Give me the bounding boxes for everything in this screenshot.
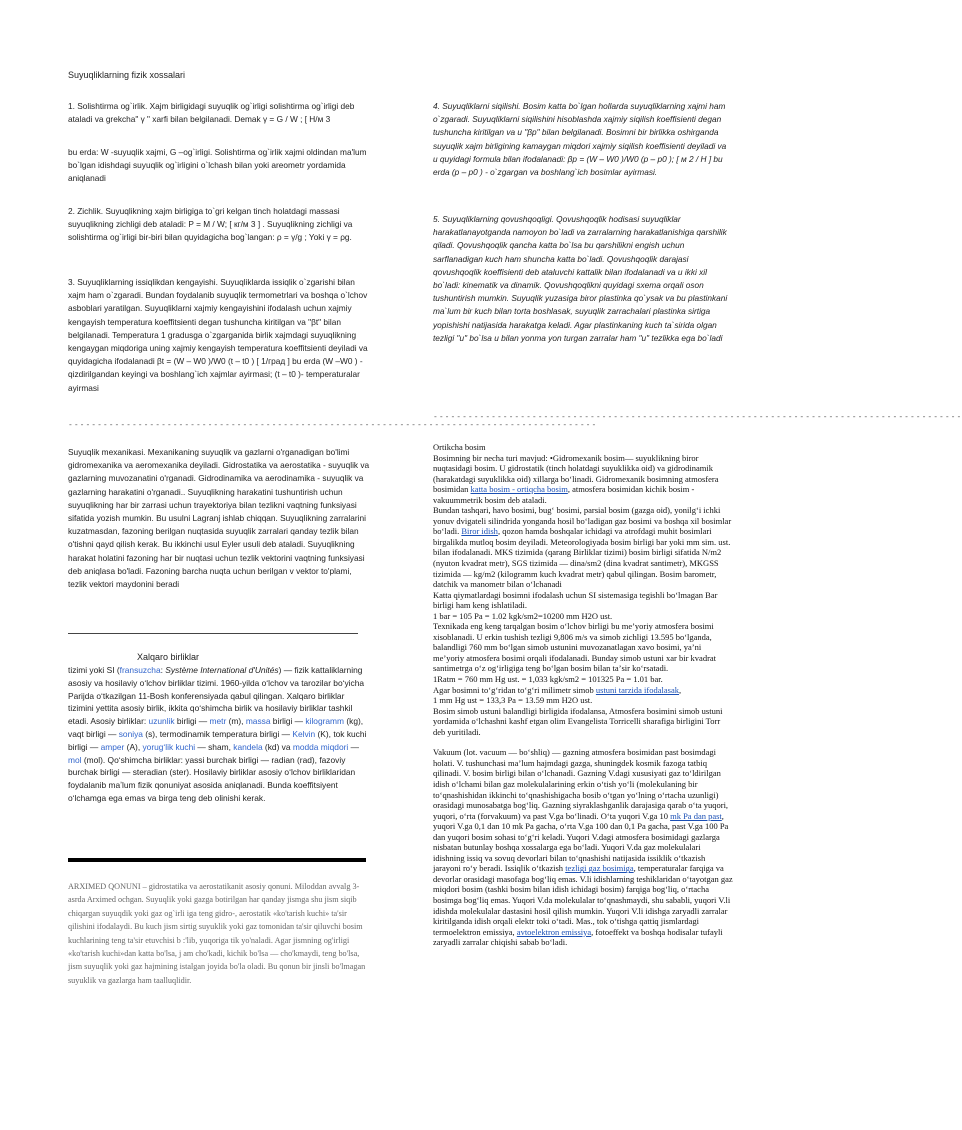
mmhg-formula: 1 mm Hg ust = 133,3 Pa = 13.59 mm H2O ust. xyxy=(433,695,593,706)
vacuum-text: , temperaturalar farqiga va devorlar orasidagi masofaga bogʻliq emas. V.li idishlarning teshiklaridan oʻtayotgan gaz miqdori bosim (tashki bosim bilan idish ichidagi bosim) farqiga bogʻliq, oʻrtacha bosimga bogʻliq emas. Yuqori V.da molekulalar toʻqnashmaydi, shu sababli, yuqori V.li idishda molekulalar dastasini hosil qilish mumkin. Yuqori V.li idishga zaryadli zarralar kiritilganda idish orqali elektr toki oʻtadi. Mas., tok oʻtishga qattiq jismlardagi termoelektron emissiya, xyxy=(433,863,733,937)
vacuum-text: , fotoeffekt va boshqa hodisalar tufayli zaryadli zarralar chiqishi sabab boʻladi. xyxy=(433,926,723,948)
paragraph-specific-weight-note: bu erda: W -suyuqlik xajmi, G –og`irligi. Solishtirma og`irlik xajmi oldindan ma'lum bo`lgan idishdagi suyuqlik og`irligini o`lchash bilan yoki areometr yordamida aniqlanadi xyxy=(68,147,367,184)
si-text: (s), termodinamik temperatura birligi — xyxy=(142,728,293,739)
link-metr[interactable]: metr xyxy=(209,716,227,727)
left-separator-dashes: ------------------------------------------------------------------------------------------- xyxy=(68,420,598,429)
link-kandela[interactable]: kandela xyxy=(233,741,263,752)
paragraph-viscosity: 5. Suyuqliklarning qovushqoqligi. Qovushqoqlik hodisasi suyuqliklar harakatlanayotganda namoyon bo`ladi va zarralarning harakatlanishiga qarshilik qiladi. Qovushqoqlik qancha katta bo`lsa bu qarshilikni engish uchun sarflanadigan kuch ham shuncha katta bo`ladi. Qovushqoqlik darajasi qovushqoqlik koeffisienti deb ataluvchi kattalik bilan ifodalanadi va u ikki xil bo`ladi: kinematik va dinamik. Qovushqoqlikni quyidagi sxema orqali oson tushuntirish mumkin. Suyuqlik yuzasiga biror plastinka qo`ysak va bu plastinkani ma`lum bir kuch bilan torta boshlasak, suyuqlik zarrachalari plastinka sirtiga yopishishi natijasida harakatga keladi. Agar plastinkaning kuch ta`sirida olgan tezligi "u" bo`lsa u bilan yonma yon turgan zarralar ham "u" tezlikka ega bo`ladi xyxy=(433,214,728,343)
right-separator-dashes: ------------------------------------------------------------------------------------------- xyxy=(433,412,962,421)
si-text: — sham, xyxy=(195,741,234,752)
si-text: ) — fizik kattaliklarning asosiy va hosilaviy oʻlchov birliklar tizimi. 1960-yilda oʻlchov va tarozilar boʻyicha Parijda oʻtkazilgan 11-Bosh konferensiyada qabul qilingan. Xalqaro birliklar tizimini yettita asosiy birlik, ikkita qoʻshimcha birlik va hosilaviy birliklar tashkil etadi. Asosiy birliklar: xyxy=(68,665,365,727)
left-column-expansion xyxy=(68,276,368,395)
si-text: (A), xyxy=(124,741,143,752)
link-modda-miqdori[interactable]: modda miqdori xyxy=(292,741,349,752)
link-mk-pa[interactable]: mk Pa dan past xyxy=(670,810,722,821)
bar-unit-paragraph: Katta qiymatlardagi bosimni ifodalash uchun SI sistemasiga tegishli boʻlmagan Bar birligi ham keng ishlatiladi. xyxy=(433,589,718,611)
link-uzunlik[interactable]: uzunlik xyxy=(148,716,175,727)
pressure-text: Bundan tashqari, havo bosimi, bugʻ bosimi, parsial bosim (gazga oid), yonilgʻi ichki yonuv dvigateli silindrida yonganda hosil boʻladigan gaz bosimi va boshqa xil bosimlar boʻladi. xyxy=(433,505,732,537)
si-text: birligi — xyxy=(174,716,210,727)
pressure-types-paragraph xyxy=(433,453,733,506)
si-units-paragraph xyxy=(68,664,370,805)
si-units-heading: Xalqaro birliklar xyxy=(136,652,200,662)
si-text: : xyxy=(160,665,166,675)
left-column-top xyxy=(68,100,368,186)
excess-pressure-heading: Ortikcha bosim xyxy=(433,442,486,452)
si-text: (kd) va xyxy=(262,741,293,752)
si-text: birligi — xyxy=(270,716,306,727)
right-column-viscosity xyxy=(433,213,733,345)
pressure-text: Bosimning bir necha turi mavjud: •Gidromexanik bosim— suyuklikning biror nuqtasidagi bosim. U gidrostatik (tinch holatdagi suyuklikka oid) va gidrodinamik (harakatdagi suyuklikka oid) xillarga boʻlinadi. Gidromexanik bosimning atmosfera bosimidan xyxy=(433,452,719,495)
vacuum-text: , yuqori V.ga 0,1 dan 10 mk Pa gacha, oʻrta V.ga 100 dan 0,1 Pa gacha, past V.ga 100 Pa dan yuqori bosim sohasi toʻgʻri keladi. Yuqori V.dagi atmosfera bosimidagi gazlarga nisbatan butunlay boshqa xossalarga ega boʻladi. Yuqori V.da gaz molekulalari idishning issiq va sovuq devorlari bilan toʻqnashishi natijasida issiklik oʻtkazish jarayoni roʻy beradi. Issiqlik oʻtkazish xyxy=(433,810,729,874)
right-column-compression xyxy=(433,100,733,179)
paragraph-specific-weight: 1. Solishtirma og`irlik. Xajm birligidagi suyuqlik og`irligi solishtirma og`irligi deb ataladi va grekcha" γ " xarfi bilan belgilanadi. Demak γ = G / W ; [ H/м 3 xyxy=(68,101,355,125)
link-kelvin[interactable]: Kelvin xyxy=(292,728,316,739)
paragraph-compressibility: 4. Suyuqliklarni siqilishi. Bosim katta bo`lgan hollarda suyuqliklarning xajmi ham o`zgaradi. Suyuqliklarni siqilishini hisoblashda xajmiy siqilish koeffisienti degan tushuncha kiritilgan va u "βp" bilan belgilanadi. Bosimni bir birlikka oshirganda suyuqlik xajm birligining kamaygan miqdori xajmiy siqilish koeffisienti deyiladi va u quyidagi formula bilan ifodalanadi: βp = (W – W0 )/W0 (p – p0 ); [ м 2 / H ] bu erda (p – p0 ) - o`zgargan va boshlang`ich bosimlar ayirmasi. xyxy=(433,101,727,178)
atm-formula: 1Ratm = 760 mm Hg ust. = 1,033 kgk/sm2 = 101325 Pa = 1.01 bar. xyxy=(433,674,663,685)
paragraph-density: 2. Zichlik. Suyuqlikning xajm birligiga to`gri kelgan tinch holatdagi massasi suyuqlikning zichligi deb ataladi: P = M / W; [ кг/м 3 ] . Suyuqlikning zichligi va solishtirma og`irligi bir-biri bilan quyidagicha bog`langan: ρ = γ/g ; Yoki γ = ρg. xyxy=(68,206,353,243)
bar-formula: 1 bar = 105 Pa = 1.02 kgk/sm2=10200 mm H2O ust. xyxy=(433,610,613,621)
paragraph-thermal-expansion: 3. Suyuqliklarning issiqlikdan kengayishi. Suyuqliklarda issiqlik o`zgarishi bilan xajm ham o`zgaradi. Bundan foydalanib suyuqlik termometrlari va boshqa o`lchov asboblari yaratilgan. Suyuqliklarni xajmiy kengayishini ifodalash uchun xajmiy kengayish temperatura koeffitsienti degan tushuncha kiritilgan va "βt" bilan belgilanadi. Temperatura 1 gradusga o`zgarganida birlik xajmdagi suyuqlikning kengaygan miqdoriga uning xajmiy kengayish temperatura koeffitsienti deyiladi va quyidagicha ifodalanadi βt = (W – W0 )/W0 (t – t0 ) [ 1/град ] bu erda (W –W0 ) - qizdirilgandan keyingi va boshlang`ich xajmlar ayirmasi; (t – t0 )- temperaturalar ayirmasi xyxy=(68,277,368,393)
si-text: (K), tok kuchi birligi — xyxy=(68,728,367,752)
si-units-section xyxy=(68,652,370,805)
paragraph-fluid-mechanics: Suyuqlik mexanikasi. Mexanikaning suyuqlik va gazlarni o'rganadigan bo'limi gidromexanika va aeromexanika deyiladi. Gidrostatika va aerostatika - suyuqlik va gazlarning muvozanatini o'rganadi. Gidrodinamika va aerodinamika - suyuqlik va gazlarning harakatini o'rganadi.. Suyuqlikning harakatini tushuntirish uchun suyuqlikning har bir zarrasi uchun trayektoriya bilan tezlikni vaqtning funksiyasi sifatida yozish mumkin. Bu usulni Lagranj ishlab chiqqan. Suyuqlikning zarralarini kuzatmasdan, fazoning berilgan nuqtasida suyuqlik zarralari qanday tezlik bilan o'tishni qayd qilish kerak. Bu ikkinchi usul Eyler usuli deb ataladi. Suyuqlikning harakat holatini fazoning har bir nuqtasi uchun tezlik vektorini vaqtning funksiyasi deb aniqlasa bo'ladi. Fazoning barcha nuqta uchun berilgan v vektor to'plami, tezlik vektori maydonini beradi xyxy=(68,447,370,590)
archimedes-paragraph: ARXIMED QONUNI – gidrostatika va aerostatikanit asosiy qonuni. Miloddan avvalg 3-asrda Arximed ochgan. Suyuqlik yoki gazga botirilgan har qanday jismga shu jism siqib chiqargan suyuqdik yoki gaz og`irli iga teng gidro-, aerostatik «ko'tarish kuchi» ta'sir qilishini ifodalaydi. Bu kuch jism sirtig suyuklik yoki gaz tomonidan ta'sir qiluvchi bosim kuchlarining teng ta'sir etuvchisi b :'lib, yuqoriga tik yo'naladi. Agar jismning og'irligi «ko'tarish kuchi»dan katta bo'lsa, j am cho'kadi, kichik bo'lsa — cho'kmaydi, teng bo'lsa, jism suyuqlik yoki gaz hajmining istalgan joyida bo'la oladi. Bu qonun bir jinsli bo'lmagan suyuklik va gazlarga ham taalluqlidir. xyxy=(68,882,366,985)
si-text: (mol). Qoʻshimcha birliklar: yassi burchak birligi — radian (rad), fazoviy burchak birligi — steradian (ster). Hosilaviy birliklar asosiy oʻlchov birliklaridan foydalanib maʼlum fizik qonuniyat asosida aniqlanadi. Bunda koeffitsiyent oʻlchamga ega emas va birga teng deb olinishi kerak. xyxy=(68,754,356,803)
link-amper[interactable]: amper xyxy=(100,741,125,752)
link-tezligi-gaz-bosimiga[interactable]: tezligi gaz bosimiga xyxy=(565,863,634,874)
excess-pressure-section xyxy=(433,442,733,948)
pressure-text: , atmosfera bosimidan kichik bosim - vakuummetrik bosim deb ataladi. xyxy=(433,484,695,505)
left-divider-line xyxy=(68,633,358,634)
left-column-density xyxy=(68,205,368,245)
link-ustuni-tarzida[interactable]: ustuni tarzida ifodalasak xyxy=(595,684,679,695)
link-ortiqcha-bosim[interactable]: katta bosim - ortiqcha bosim xyxy=(470,484,568,495)
si-text: tizimi yoki SI ( xyxy=(68,665,120,675)
link-fransuzcha[interactable]: fransuzcha xyxy=(119,665,161,675)
vacuum-paragraph xyxy=(433,747,733,947)
pressure-text: Agar bosimni toʻgʻridan toʻgʻri milimetr simob xyxy=(433,684,596,695)
vacuum-text: Vakuum (lot. vacuum — boʻshliq) — gazning atmosfera bosimidan past bosimdagi holati. V. tushunchasi maʼlum hajmdagi gazga, shuningdek kosmik fazoga tatbiq qilinadi. V. bosim birligi bilan oʻlchanadi. Gazning V.dagi xususiyati gaz toʻldirilgan idish oʻlchami bilan gaz molekulalarining erkin oʻtish yoʻli (molekulaning bir toʻqnashishidan ikkinchi toʻqnashishigacha bosib oʻtgan yoʻlning oʻrtacha uzunligi) orasidagi munosabatga bogʻliq. Gazning siyraklashganlik darajasiga qarab oʻta yuqori, yuqori, oʻrta (forvakuum) va past V.ga boʻlinadi. Oʻta yuqori V.ga 10 xyxy=(433,747,729,821)
si-text: (kg), vaqt birligi — xyxy=(68,716,364,739)
si-french-name: Système International d'Unités xyxy=(165,665,279,675)
pressure-other-paragraph xyxy=(433,505,733,589)
si-text: — xyxy=(348,741,359,752)
left-column-mechanics xyxy=(68,446,370,591)
pressure-text: , xyxy=(678,684,682,695)
document-title: Suyuqliklarning fizik xossalari xyxy=(68,70,186,80)
link-soniya[interactable]: soniya xyxy=(118,728,143,739)
link-biror-idish[interactable]: Biror idish xyxy=(461,526,498,537)
link-mol[interactable]: mol xyxy=(68,754,82,765)
link-massa[interactable]: massa xyxy=(245,716,271,727)
link-yoruglik-kuchi[interactable]: yorugʻlik kuchi xyxy=(142,741,196,752)
mercury-paragraph xyxy=(433,685,733,696)
torr-paragraph: Bosim simob ustuni balandligi birligida ifodalansa, Atmosfera bosimini simob ustuni yordamida oʻlchashni kashf etgan olim Evangelista Torricelli sharafiga birligini Torr deb yuritiladi. xyxy=(433,705,723,737)
link-avtoelektron-emissiya[interactable]: avtoelektron emissiya xyxy=(516,926,592,937)
pressure-text: , qozon hamda boshqalar ichidagi va atrofdagi muhit bosimlari birgalikda mutloq bosim deyiladi. Meteorologiyada bosim birligi bar yoki mm sim. ust. bilan ifodalanadi. MKS tizimida (qarang Birliklar tizimi) bosim birligi sifatida N/m2 (nyuton kvadrat metr), SGS tizimida — dina/sm2 (dina kvadrat santimetr), MKGSS tizimida — kg/m2 (kilogramm kuch kvadrat metr) qabul qilingan. Bosim barometr, datchik va manometr bilan oʻlchanadi xyxy=(433,526,731,590)
atmosphere-paragraph: Texnikada eng keng tarqalgan bosim oʻlchov birligi bu meʼyoriy atmosfera bosimi xisoblanadi. U erkin tushish tezligi 9,806 m/s va simob zichligi 13.595 boʻlganda, balandligi 760 mm boʻlgan simob ustunini muvozanatlagan xavo bosimi, yaʼni meʼyoriy atmosfera bosimi orqali ifodalanadi. Bunday simob ustuni xar bir kvadrat santimetrga oʻz ogʻirligiga teng boʻlgan bosim bilan taʼsir koʻrsatadi. xyxy=(433,621,717,674)
left-thick-divider xyxy=(68,858,366,862)
link-kilogramm[interactable]: kilogramm xyxy=(305,716,345,727)
si-text: (m), xyxy=(226,716,246,727)
